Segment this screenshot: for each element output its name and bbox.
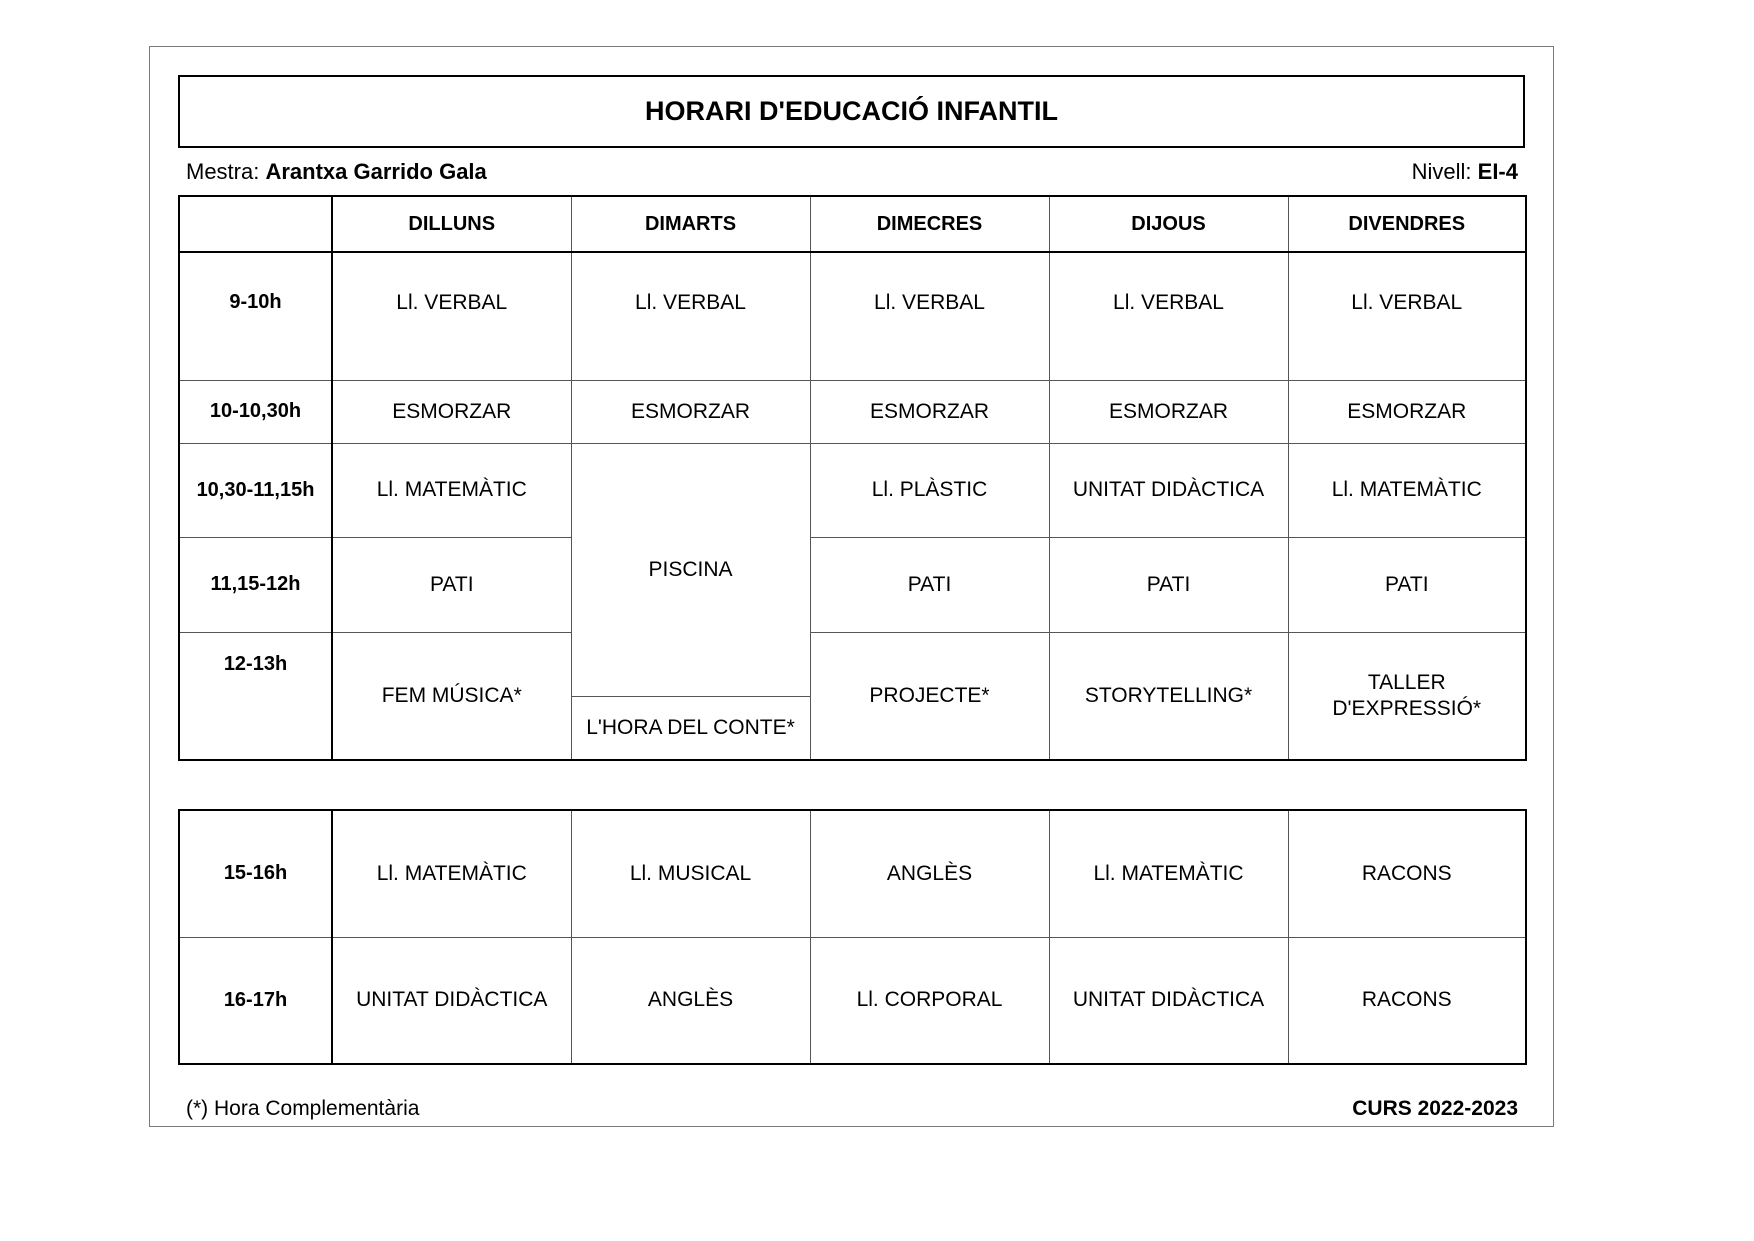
day-header-thursday: DIJOUS <box>1049 196 1288 252</box>
time-slot: 11,15-12h <box>179 537 332 632</box>
day-header-tuesday: DIMARTS <box>571 196 810 252</box>
time-slot: 10,30-11,15h <box>179 443 332 537</box>
schedule-row <box>179 252 1526 380</box>
level-value: EI-4 <box>1477 159 1518 184</box>
schedule-row <box>179 937 1526 1064</box>
page-title: HORARI D'EDUCACIÓ INFANTIL <box>178 75 1525 148</box>
cell-tuesday-piscina: PISCINA <box>571 443 810 696</box>
header-corner-cell <box>179 196 332 252</box>
cell-tuesday: Ll. MUSICAL <box>571 810 810 937</box>
cell-monday: Ll. VERBAL <box>332 252 571 380</box>
schedule-row <box>179 537 1526 632</box>
day-header-friday: DIVENDRES <box>1288 196 1526 252</box>
afternoon-schedule-table <box>178 809 1527 1065</box>
cell-friday: Ll. VERBAL <box>1288 252 1526 380</box>
cell-friday: TALLER D'EXPRESSIÓ* <box>1288 632 1526 760</box>
schedule-row <box>179 810 1526 937</box>
cell-thursday: PATI <box>1049 537 1288 632</box>
cell-friday: ESMORZAR <box>1288 380 1526 443</box>
morning-schedule-table <box>178 195 1527 761</box>
cell-wednesday: Ll. CORPORAL <box>810 937 1049 1064</box>
teacher-name: Arantxa Garrido Gala <box>265 159 487 184</box>
cell-friday: PATI <box>1288 537 1526 632</box>
level-info <box>1412 159 1518 185</box>
cell-wednesday: PATI <box>810 537 1049 632</box>
cell-wednesday: Ll. VERBAL <box>810 252 1049 380</box>
time-slot: 9-10h <box>179 252 332 380</box>
footer-course: CURS 2022-2023 <box>1352 1097 1518 1120</box>
time-slot: 16-17h <box>179 937 332 1064</box>
cell-wednesday: Ll. PLÀSTIC <box>810 443 1049 537</box>
cell-tuesday: Ll. VERBAL <box>571 252 810 380</box>
cell-thursday: UNITAT DIDÀCTICA <box>1049 443 1288 537</box>
schedule-row <box>179 632 1526 696</box>
day-header-monday: DILLUNS <box>332 196 571 252</box>
day-header-row <box>179 196 1526 252</box>
cell-wednesday: ESMORZAR <box>810 380 1049 443</box>
cell-monday: UNITAT DIDÀCTICA <box>332 937 571 1064</box>
cell-friday: RACONS <box>1288 937 1526 1064</box>
cell-monday: PATI <box>332 537 571 632</box>
cell-monday: FEM MÚSICA* <box>332 632 571 760</box>
day-header-wednesday: DIMECRES <box>810 196 1049 252</box>
time-slot: 10-10,30h <box>179 380 332 443</box>
cell-wednesday: PROJECTE* <box>810 632 1049 760</box>
cell-thursday: Ll. MATEMÀTIC <box>1049 810 1288 937</box>
level-label: Nivell: <box>1411 159 1472 184</box>
time-slot: 15-16h <box>179 810 332 937</box>
footer-note: (*) Hora Complementària <box>186 1097 420 1120</box>
teacher-info <box>186 159 487 185</box>
cell-monday: Ll. MATEMÀTIC <box>332 443 571 537</box>
cell-wednesday: ANGLÈS <box>810 810 1049 937</box>
cell-tuesday: ANGLÈS <box>571 937 810 1064</box>
cell-thursday: Ll. VERBAL <box>1049 252 1288 380</box>
cell-tuesday: L'HORA DEL CONTE* <box>571 696 810 760</box>
cell-friday: RACONS <box>1288 810 1526 937</box>
schedule-row <box>179 380 1526 443</box>
time-slot: 12-13h <box>179 632 332 760</box>
cell-thursday: UNITAT DIDÀCTICA <box>1049 937 1288 1064</box>
cell-monday: Ll. MATEMÀTIC <box>332 810 571 937</box>
cell-thursday: ESMORZAR <box>1049 380 1288 443</box>
cell-monday: ESMORZAR <box>332 380 571 443</box>
cell-thursday: STORYTELLING* <box>1049 632 1288 760</box>
cell-friday: Ll. MATEMÀTIC <box>1288 443 1526 537</box>
cell-tuesday: ESMORZAR <box>571 380 810 443</box>
teacher-label: Mestra: <box>186 159 260 184</box>
schedule-row <box>179 443 1526 537</box>
